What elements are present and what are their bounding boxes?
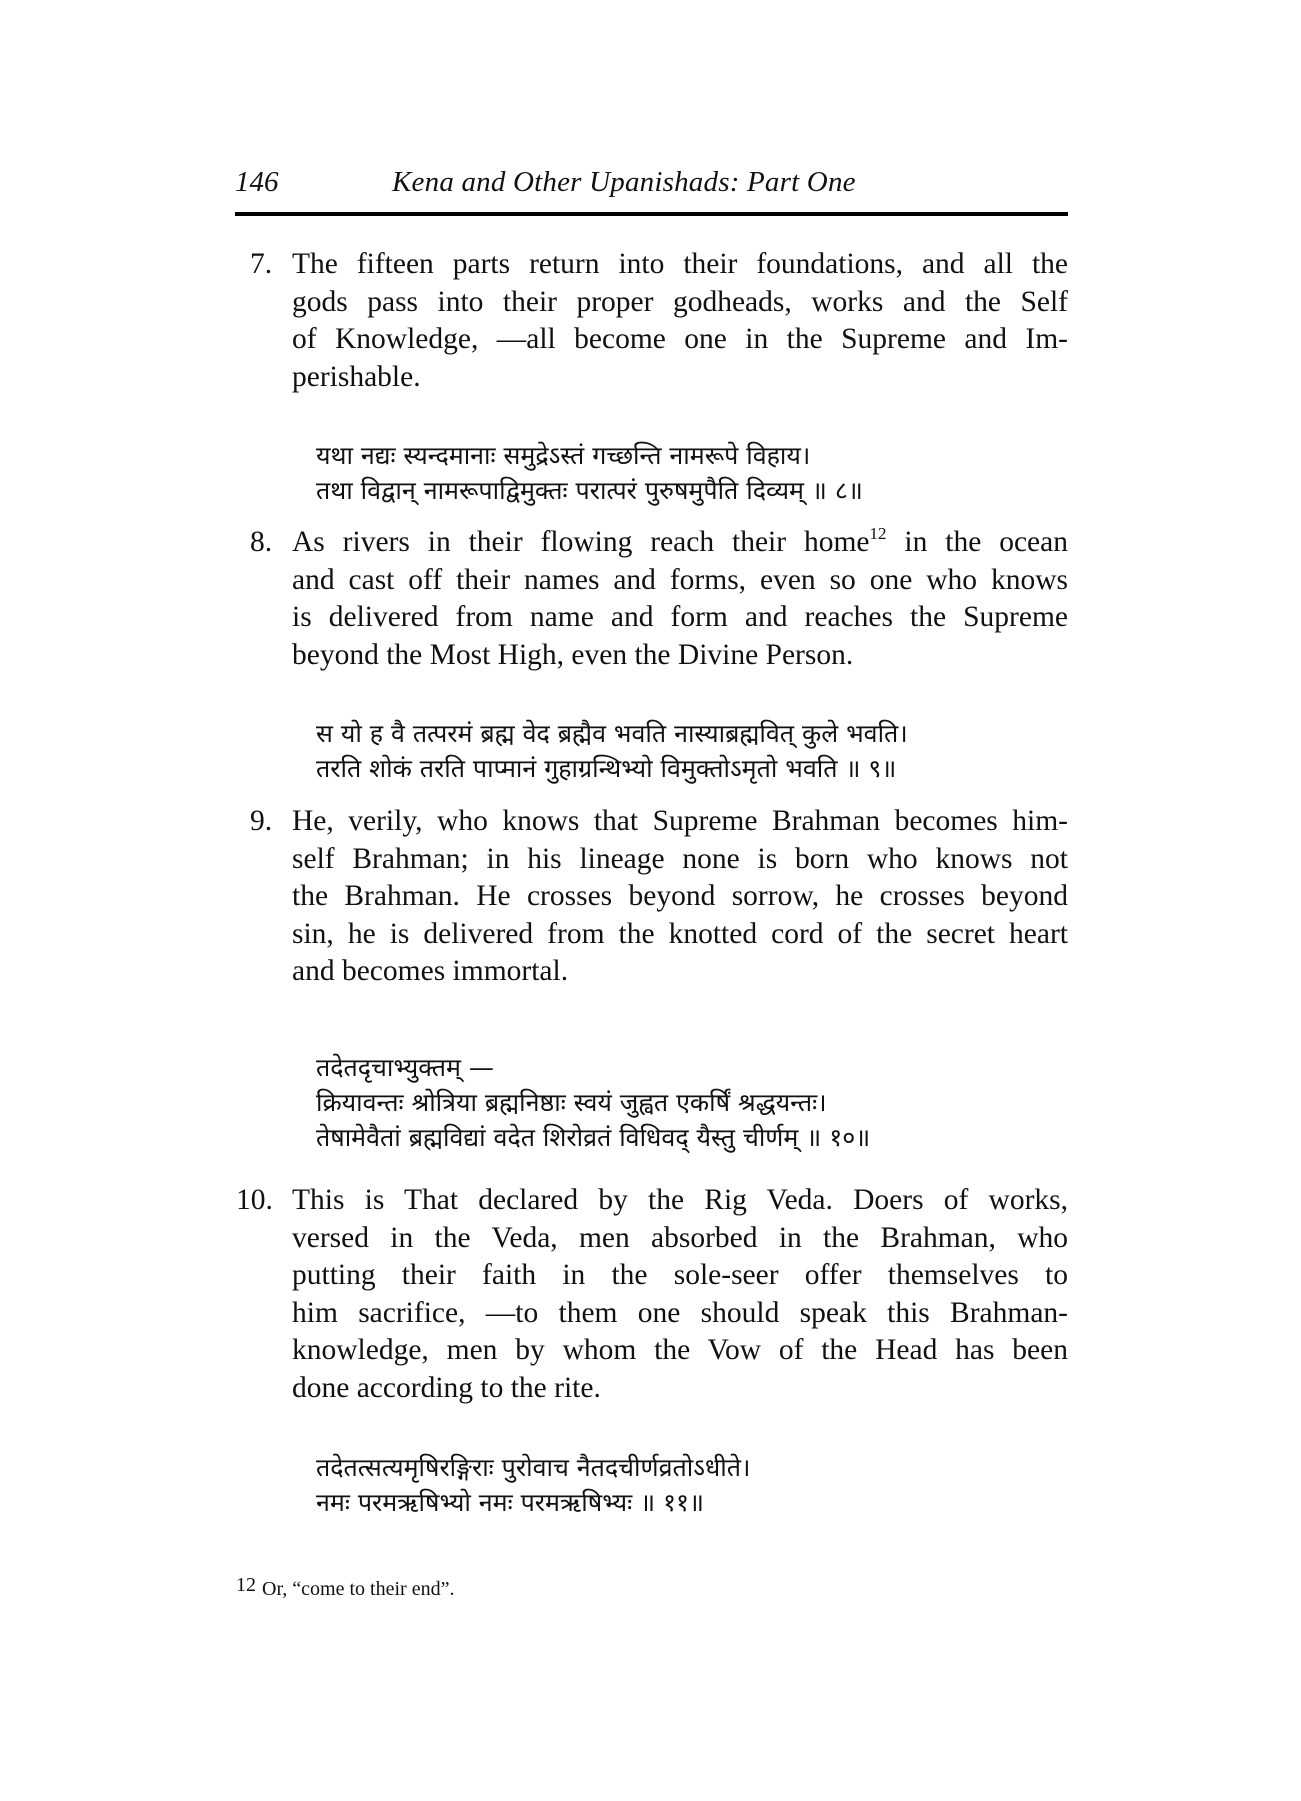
verse-number: 10. bbox=[236, 1184, 273, 1216]
verse-line: versed in the Veda, men absorbed in the Brahman, who bbox=[292, 1221, 1068, 1254]
verse-line-head: As rivers in their flowing reach their home bbox=[292, 526, 870, 558]
footnote-reference[interactable]: 12 bbox=[869, 524, 887, 543]
verse-text bbox=[292, 1182, 1068, 1407]
sanskrit-line: तदेतत्सत्यमृषिरङ्गिराः पुरोवाच नैतदचीर्णव्रतोऽधीते। bbox=[316, 1453, 751, 1482]
sanskrit-line: तदेतदृचाभ्युक्तम् — bbox=[316, 1053, 494, 1082]
footnote-mark: 12 bbox=[236, 1574, 256, 1596]
verse-line: gods pass into their proper godheads, works and the Self bbox=[292, 285, 1068, 318]
verse-line: sin, he is delivered from the knotted cord of the secret heart bbox=[292, 917, 1068, 950]
verse-number: 8. bbox=[250, 526, 273, 558]
verse-line bbox=[292, 524, 1068, 562]
running-head bbox=[235, 160, 1068, 204]
verse-10 bbox=[236, 1182, 1068, 1407]
verse-line: beyond the Most High, even the Divine Person. bbox=[292, 638, 854, 671]
verse-line: the Brahman. He crosses beyond sorrow, he crosses beyond bbox=[292, 880, 1068, 912]
verse-line: knowledge, men by whom the Vow of the Head has been bbox=[292, 1334, 1068, 1366]
verse-line: This is That declared by the Rig Veda. Doers of works, bbox=[292, 1184, 1068, 1216]
verse-line: The fifteen parts return into their foundations, and all the bbox=[292, 248, 1068, 280]
verse-number: 9. bbox=[250, 805, 273, 837]
footnote-12 bbox=[236, 1571, 454, 1603]
verse-text bbox=[292, 803, 1068, 991]
sanskrit-verse-10 bbox=[316, 1050, 1076, 1155]
sanskrit-verse-9 bbox=[316, 716, 1076, 786]
verse-number: 7. bbox=[250, 248, 273, 280]
verse-line: perishable. bbox=[292, 360, 421, 393]
footnote-text: Or, “come to their end”. bbox=[262, 1578, 455, 1600]
sanskrit-line: तथा विद्वान् नामरूपाद्विमुक्तः परात्परं पुरुषमुपैति दिव्यम् ॥ ८॥ bbox=[316, 476, 863, 505]
verse-text bbox=[292, 524, 1068, 674]
verse-line: putting their faith in the sole-seer offer themselves to bbox=[292, 1259, 1068, 1291]
sanskrit-line: स यो ह वै तत्परमं ब्रह्म वेद ब्रह्मैव भवति नास्याब्रह्मवित् कुले भवति। bbox=[316, 719, 908, 748]
sanskrit-line: तेषामेवैतां ब्रह्मविद्यां वदेत शिरोव्रतं विधिवद् यैस्तु चीर्णम् ॥ १०॥ bbox=[316, 1123, 871, 1152]
verse-line: of Knowledge, —all become one in the Supreme and Im- bbox=[292, 323, 1068, 355]
verse-line: done according to the rite. bbox=[292, 1371, 601, 1404]
page-number: 146 bbox=[235, 166, 279, 198]
header-rule bbox=[235, 212, 1068, 216]
verse-9 bbox=[250, 803, 1068, 991]
sanskrit-line: तरति शोकं तरति पाप्मानं गुहाग्रन्थिभ्यो विमुक्तोऽमृतो भवति ॥ ९॥ bbox=[316, 754, 897, 783]
verse-line: and cast off their names and forms, even so one who knows bbox=[292, 563, 1068, 596]
verse-7 bbox=[250, 246, 1068, 396]
verse-line: him sacrifice, —to them one should speak this Brahman- bbox=[292, 1296, 1068, 1329]
verse-line: He, verily, who knows that Supreme Brahman becomes him- bbox=[292, 805, 1068, 837]
sanskrit-verse-8 bbox=[316, 438, 1076, 508]
sanskrit-line: यथा नद्यः स्यन्दमानाः समुद्रेऽस्तं गच्छन्ति नामरूपे विहाय। bbox=[316, 441, 811, 470]
verse-line-tail: in the ocean bbox=[886, 526, 1068, 558]
verse-line: self Brahman; in his lineage none is born who knows not bbox=[292, 842, 1068, 875]
sanskrit-line: क्रियावन्तः श्रोत्रिया ब्रह्मनिष्ठाः स्वयं जुह्वत एकर्षिं श्रद्धयन्तः। bbox=[316, 1088, 827, 1117]
verse-line: is delivered from name and form and reaches the Supreme bbox=[292, 601, 1068, 633]
sanskrit-line: नमः परमऋषिभ्यो नमः परमऋषिभ्यः ॥ ११॥ bbox=[316, 1488, 705, 1517]
verse-8 bbox=[250, 524, 1068, 674]
sanskrit-verse-11 bbox=[316, 1450, 1076, 1520]
running-title: Kena and Other Upanishads: Part One bbox=[392, 166, 856, 198]
verse-text bbox=[292, 246, 1068, 396]
verse-line: and becomes immortal. bbox=[292, 955, 569, 987]
